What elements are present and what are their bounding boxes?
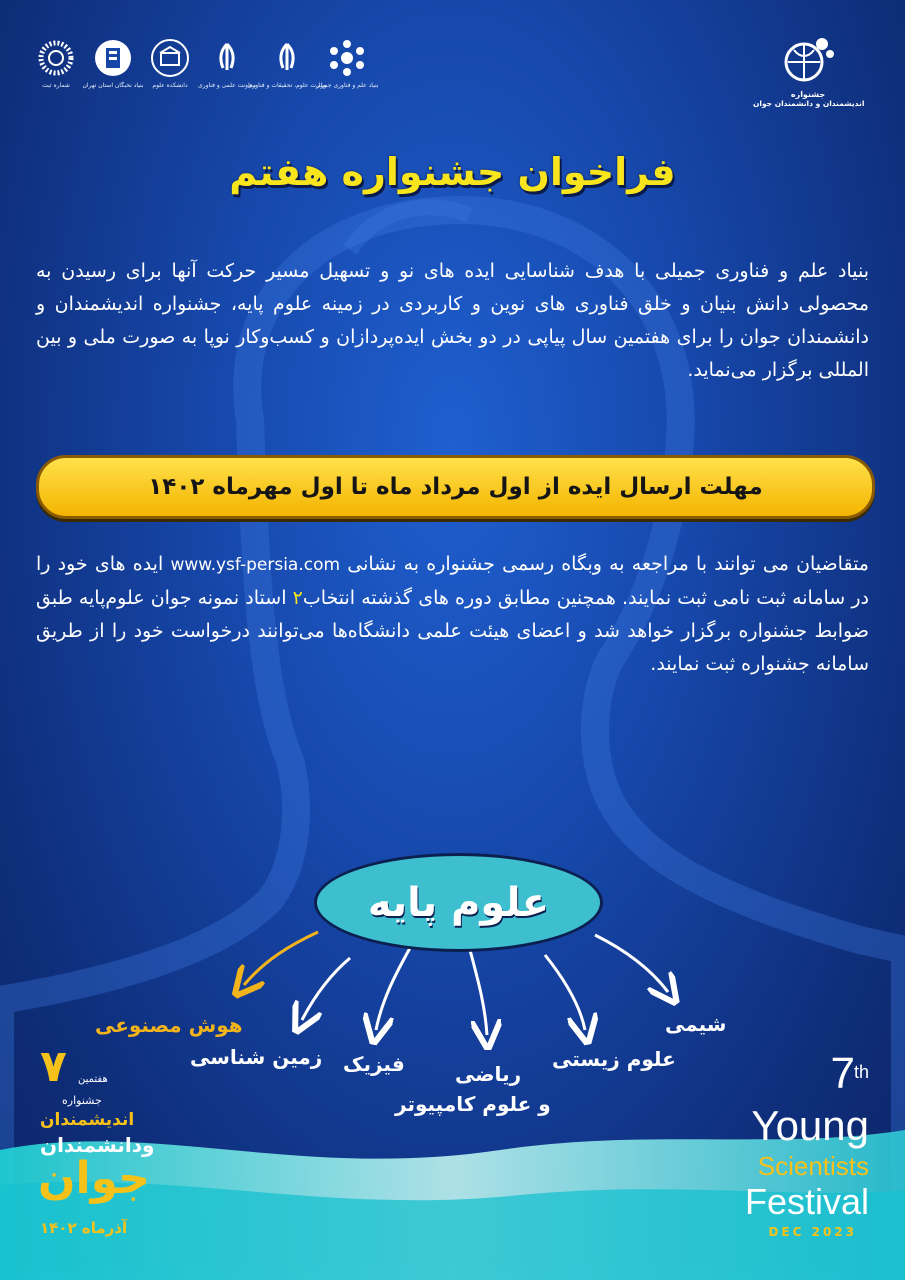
english-young: Young — [751, 1102, 869, 1149]
festival-logo-line2: اندیشمندان و دانشمندان جوان — [753, 99, 865, 108]
basic-sciences-label: علوم پایه — [367, 879, 550, 926]
festival-logo-line1: جشنواره — [790, 90, 826, 99]
registration-text-4: استاد نمونه جوان علوم‌پایه طبق ضوابط جشنواره برگزار خواهد شد و اعضای هیئت علمی دانشگاه‌ها می‌توانند درخواست خود را از طریق سامانه جشنواره ثبت نمایند. — [36, 587, 869, 675]
persian-date: آذرماه ۱۴۰۲ — [40, 1219, 128, 1237]
english-th: th — [853, 1062, 869, 1082]
professor-count: ۲ — [292, 587, 303, 609]
seventh-number: ۷ — [40, 1041, 67, 1092]
registration-text-1: متقاضیان می توانند با مراجعه به وبگاه رسمی جشنواره به نشانی — [347, 553, 869, 575]
logo-caption: وزارت علوم، تحقیقات و فناوری — [247, 82, 327, 89]
registration-text-2: ایده های خود را در سامانه ثبت نامی ثبت نمایند. — [36, 553, 869, 609]
seventh-label: هفتمین — [78, 1074, 108, 1085]
branch-ai: هوش مصنوعی — [95, 1013, 243, 1037]
logo-caption: شماره ثبت — [42, 82, 70, 89]
registration-text-3: همچنین مطابق دوره های گذشته انتخاب — [302, 587, 616, 609]
logo-vadaneshmandan: ودانشمندان — [40, 1133, 155, 1157]
branch-chemistry: شیمی — [665, 1012, 727, 1036]
english-scientists: Scientists — [757, 1151, 869, 1181]
website-link[interactable]: www.ysf-persia.com — [170, 555, 341, 575]
logo-caption: بنیاد علم و فناوری جمیلی — [315, 82, 379, 89]
logo-javan: جوان — [38, 1153, 150, 1204]
logo-festival-word: جشنواره — [62, 1094, 102, 1107]
branch-math: ریاضی — [455, 1062, 522, 1086]
branch-biology: علوم زیستی — [552, 1047, 676, 1071]
logo-andishmandan: اندیشمندان — [40, 1110, 135, 1130]
page-title: فراخوان جشنواره هفتم — [229, 150, 676, 194]
english-seven: 7 — [830, 1049, 855, 1098]
deadline-text: مهلت ارسال ایده از اول مرداد ماه تا اول مهرماه ۱۴۰۲ — [148, 474, 763, 500]
intro-paragraph: بنیاد علم و فناوری جمیلی با هدف شناسایی ایده های نو و تسهیل مسیر حرکت آنها برای رسیدن به محصولی دانش بنیان و خلق فناوری های نوین و کاربردی در زمینه علوم پایه، جشنواره اندیشمندان و دانشمندان جوان را برای هفتمین سال پیاپی در دو بخش ایده‌پردازان و کسب‌وکار نوپا به صورت ملی و بین المللی برگزار می‌نماید. — [36, 260, 869, 381]
logo-caption: معاونت علمی و فناوری — [197, 82, 257, 89]
branch-physics: فیزیک — [343, 1052, 405, 1076]
branch-computer: و علوم کامپیوتر — [395, 1092, 551, 1116]
english-date: DEC 2023 — [768, 1225, 857, 1239]
logo-caption: دانشکده علوم — [152, 82, 188, 89]
branch-geology: زمین شناسی — [190, 1045, 323, 1069]
logo-caption: بنیاد نخبگان استان تهران — [82, 82, 144, 89]
english-festival: Festival — [744, 1181, 869, 1222]
